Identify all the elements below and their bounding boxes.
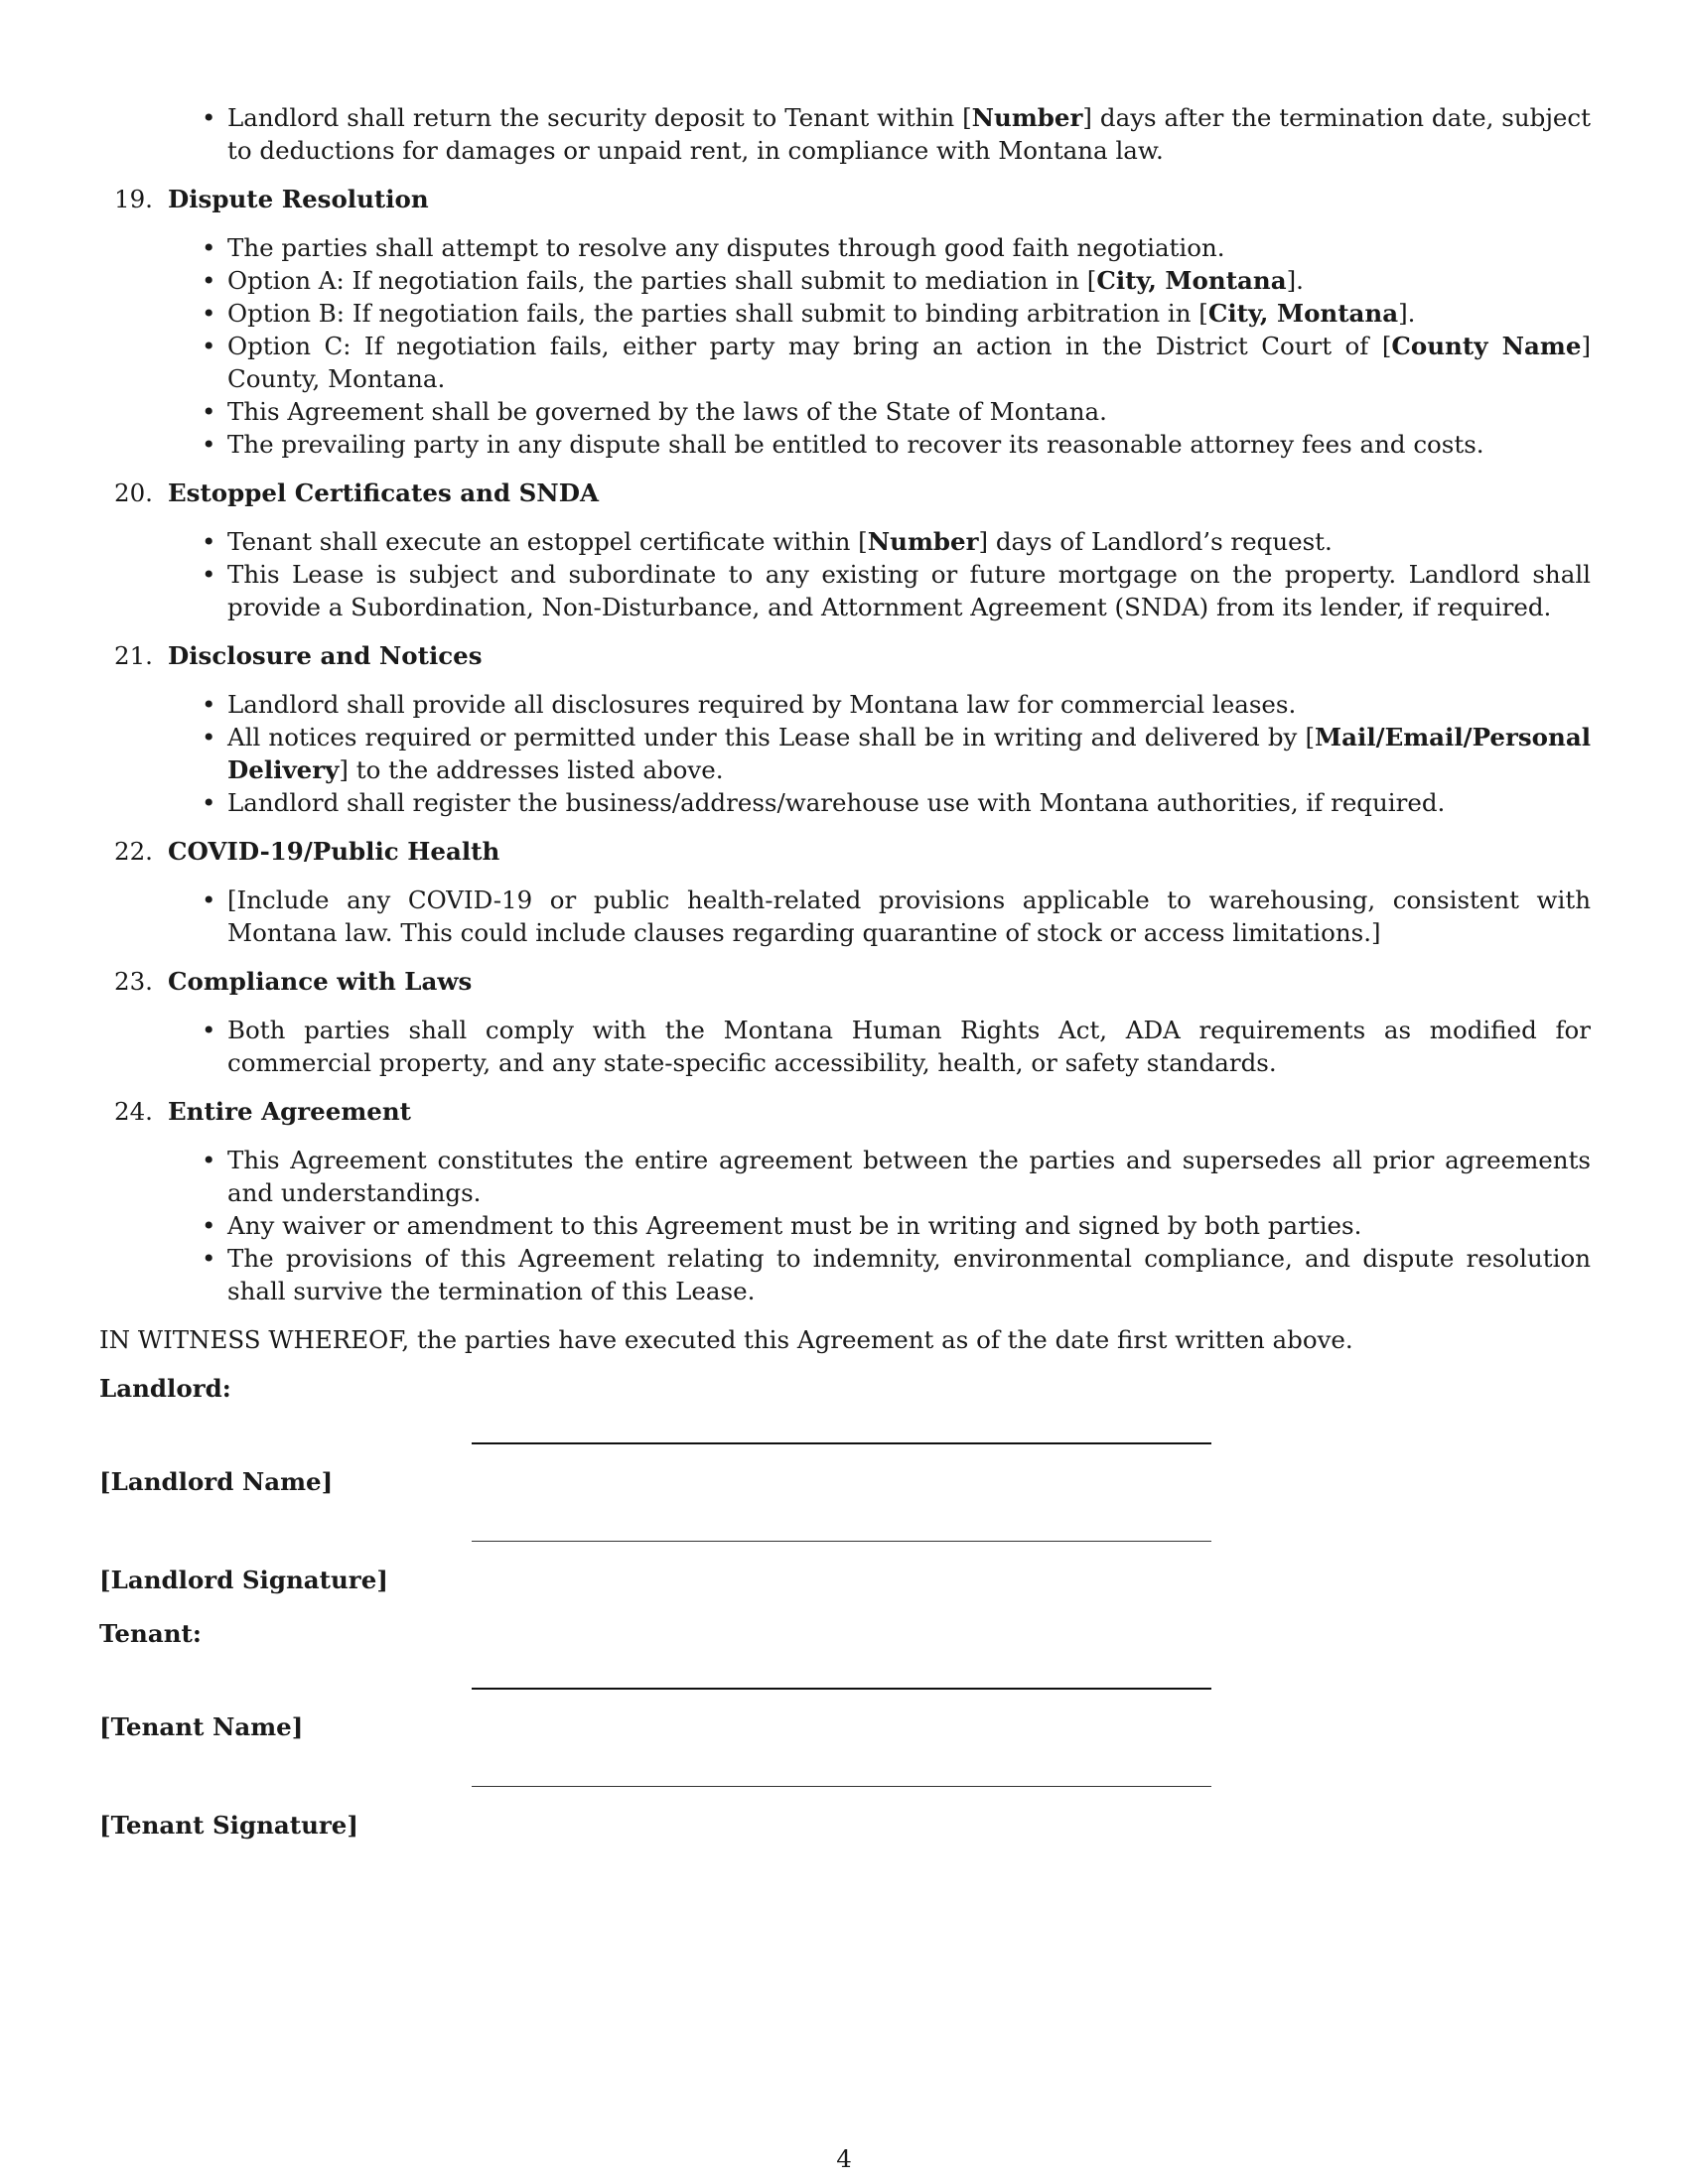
bullet-item <box>227 231 1591 264</box>
bullet-item <box>227 786 1591 819</box>
text-run: ]. <box>1286 266 1304 295</box>
section-number: 24. <box>114 1097 153 1126</box>
landlord-label: Landlord: <box>99 1374 231 1403</box>
text-run: ] County, Montana. <box>227 332 1591 393</box>
section-bullet-list <box>99 1014 1591 1079</box>
section-title: Disclosure and Notices <box>168 641 483 670</box>
bullet-item <box>227 525 1591 558</box>
tenant-name-block <box>99 1650 1591 1748</box>
landlord-signature-block <box>99 1503 1591 1601</box>
text-run: This Agreement shall be governed by the laws of the State of Montana. <box>227 397 1107 426</box>
text-run: Landlord shall return the security deposit to Tenant within [ <box>227 103 972 132</box>
text-run: Landlord shall register the business/address/warehouse use with Montana authorities, if required. <box>227 788 1446 817</box>
bullet-item <box>227 1144 1591 1209</box>
text-run: Any waiver or amendment to this Agreement must be in writing and signed by both parties. <box>227 1211 1362 1240</box>
text-run: Tenant shall execute an estoppel certificate within [ <box>227 527 868 556</box>
document-body <box>99 101 1591 1846</box>
section-heading <box>99 183 1591 215</box>
section-title: Compliance with Laws <box>168 967 473 996</box>
section-number: 22. <box>114 837 153 866</box>
section-bullet-list <box>99 231 1591 461</box>
bold-placeholder: City, Montana <box>1096 266 1287 295</box>
text-run: Option A: If negotiation fails, the parties shall submit to mediation in [ <box>227 266 1097 295</box>
text-run: The prevailing party in any dispute shall be entitled to recover its reasonable attorney fees and costs. <box>227 430 1484 459</box>
sections-container <box>99 183 1591 1307</box>
text-run: Landlord shall provide all disclosures required by Montana law for commercial leases. <box>227 690 1297 719</box>
witness-statement: IN WITNESS WHEREOF, the parties have executed this Agreement as of the date first written above. <box>99 1325 1353 1354</box>
section-heading <box>99 835 1591 868</box>
landlord-signature-field: [Landlord Signature] <box>99 1566 388 1594</box>
section-title: Entire Agreement <box>168 1097 411 1126</box>
tenant-signature-field: [Tenant Signature] <box>99 1811 358 1840</box>
section-bullet-list <box>99 688 1591 819</box>
text-run: The provisions of this Agreement relating to indemnity, environmental compliance, and dispute resolution shall survive the termination of this Lease. <box>227 1244 1591 1305</box>
text-run: ]. <box>1398 299 1416 328</box>
tenant-name-field: [Tenant Name] <box>99 1712 304 1741</box>
landlord-name-block <box>99 1405 1591 1503</box>
bold-placeholder: Mail/Email/Personal Delivery <box>227 723 1591 784</box>
section-number: 20. <box>114 478 153 507</box>
section-number: 23. <box>114 967 153 996</box>
bullet-item <box>227 264 1591 297</box>
section-title: Estoppel Certificates and SNDA <box>168 478 599 507</box>
page-number: 4 <box>836 2144 852 2173</box>
text-run: This Lease is subject and subordinate to any existing or future mortgage on the property. Landlord shall provide a Subordination, Non-Disturbance, and Attornment Agreement (SNDA) from its lender, if required. <box>227 560 1591 621</box>
section-bullet-list <box>99 1144 1591 1307</box>
section-bullet-list <box>99 884 1591 949</box>
bullet-item <box>227 395 1591 428</box>
bold-placeholder: County Name <box>1391 332 1582 360</box>
bold-placeholder: Number <box>971 103 1083 132</box>
text-run: ] days of Landlord’s request. <box>978 527 1333 556</box>
tenant-signature-block <box>99 1748 1591 1846</box>
continued-bullet-list <box>99 101 1591 167</box>
tenant-signature-line[interactable] <box>472 1786 1211 1787</box>
bullet-item <box>227 297 1591 330</box>
bold-placeholder: City, Montana <box>1207 299 1399 328</box>
bullet-item <box>227 428 1591 461</box>
bullet-item <box>227 101 1591 167</box>
section-number: 19. <box>114 185 153 213</box>
bullet-item <box>227 688 1591 721</box>
text-run: Both parties shall comply with the Montana Human Rights Act, ADA requirements as modified for commercial property, and any state-specific accessibility, health, or safety standards. <box>227 1016 1591 1077</box>
text-run: Option C: If negotiation fails, either party may bring an action in the District Court of [ <box>227 332 1392 360</box>
bullet-item <box>227 1242 1591 1307</box>
section-bullet-list <box>99 525 1591 623</box>
text-run: ] to the addresses listed above. <box>339 755 724 784</box>
bullet-item <box>227 721 1591 786</box>
text-run: All notices required or permitted under this Lease shall be in writing and delivered by [ <box>227 723 1316 751</box>
landlord-signature-line[interactable] <box>472 1541 1211 1542</box>
bullet-item <box>227 884 1591 949</box>
section-title: COVID-19/Public Health <box>168 837 500 866</box>
section-heading <box>99 639 1591 672</box>
bullet-item <box>227 330 1591 395</box>
text-run: Option B: If negotiation fails, the parties shall submit to binding arbitration in [ <box>227 299 1208 328</box>
section-heading <box>99 477 1591 509</box>
bullet-item <box>227 1014 1591 1079</box>
section-title: Dispute Resolution <box>168 185 429 213</box>
tenant-name-line[interactable] <box>472 1688 1211 1690</box>
bullet-item <box>227 1209 1591 1242</box>
landlord-name-field: [Landlord Name] <box>99 1467 334 1496</box>
text-run: This Agreement constitutes the entire agreement between the parties and supersedes all prior agreements and understandings. <box>227 1146 1591 1207</box>
bold-placeholder: Number <box>867 527 979 556</box>
text-run: The parties shall attempt to resolve any disputes through good faith negotiation. <box>227 233 1225 262</box>
bullet-item <box>227 558 1591 623</box>
section-number: 21. <box>114 641 153 670</box>
tenant-label: Tenant: <box>99 1619 202 1648</box>
landlord-name-line[interactable] <box>472 1442 1211 1444</box>
text-run: [Include any COVID-19 or public health-related provisions applicable to warehousing, consistent with Montana law. This could include clauses regarding quarantine of stock or access limitations.] <box>227 886 1591 947</box>
text-run: ] days after the termination date, subject to deductions for damages or unpaid rent, in compliance with Montana law. <box>227 103 1591 165</box>
section-heading <box>99 1095 1591 1128</box>
section-heading <box>99 965 1591 998</box>
